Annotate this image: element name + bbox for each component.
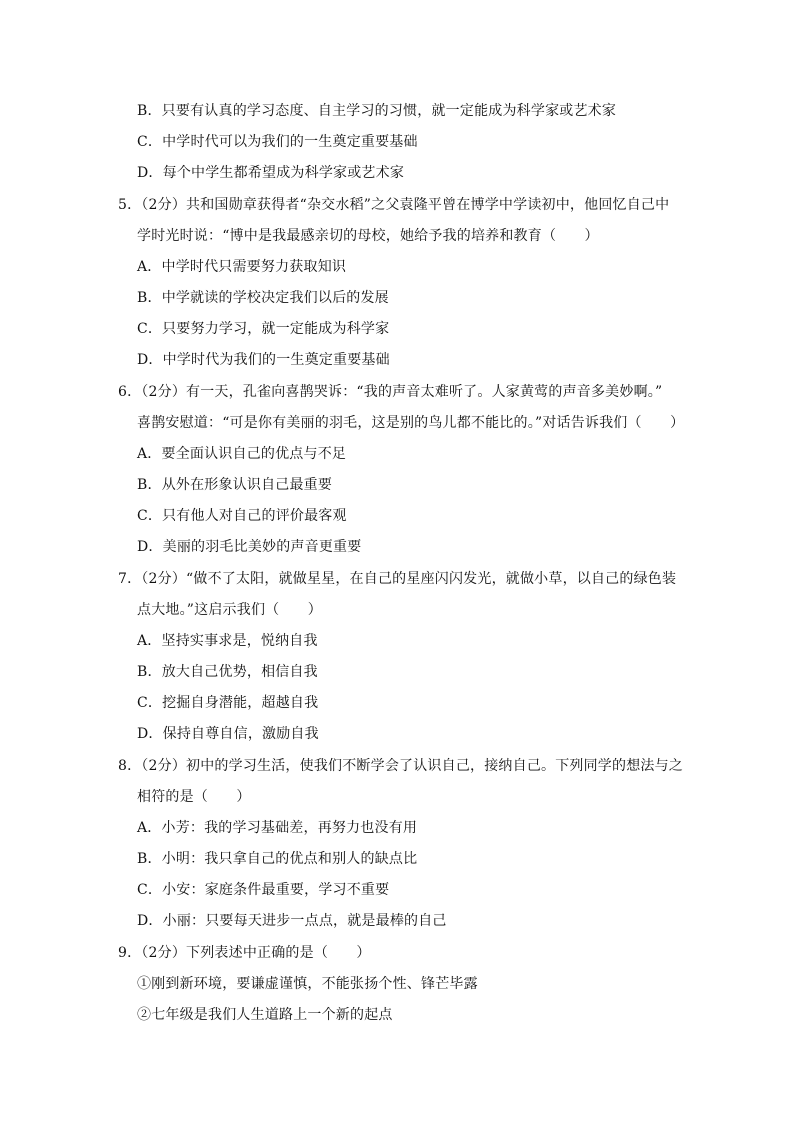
option-8b: B．小明：我只拿自己的优点和别人的缺点比 [137, 851, 418, 867]
option-4d: D．每个中学生都希望成为科学家或艺术家 [137, 165, 405, 181]
option-8d: D．小丽：只要每天进步一点点，就是最棒的自己 [137, 913, 447, 929]
option-8c: C．小安：家庭条件最重要，学习不重要 [137, 882, 390, 898]
question-6: 6．（2分）有一天，孔雀向喜鹊哭诉：“我的声音太难听了。人家黄莺的声音多美妙啊。” [118, 384, 663, 400]
option-4b: B．只要有认真的学习态度、自主学习的习惯，就一定能成为科学家或艺术家 [137, 103, 617, 119]
question-7: 7．（2分）“做不了太阳，就做星星，在自己的星座闪闪发光，就做小草，以自己的绿色装 [118, 571, 677, 587]
question-5-cont: 学时光时说：“博中是我最感亲切的母校，她给予我的培养和教育（ ） [137, 228, 599, 244]
question-6-cont: 喜鹊安慰道：“可是你有美丽的羽毛，这是别的鸟儿都不能比的。”对话告诉我们（ ） [137, 415, 685, 431]
option-5a: A．中学时代只需要努力获取知识 [137, 259, 347, 275]
option-6a: A．要全面认识自己的优点与不足 [137, 446, 347, 462]
statement-9-1: ①刚到新环境，要谦虚谨慎，不能张扬个性、锋芒毕露 [137, 976, 478, 992]
option-7d: D．保持自尊自信，激励自我 [137, 726, 319, 742]
option-5d: D．中学时代为我们的一生奠定重要基础 [137, 352, 390, 368]
option-6d: D．美丽的羽毛比美妙的声音更重要 [137, 539, 362, 555]
question-8: 8．（2分）初中的学习生活，使我们不断学会了认识自己，接纳自己。下列同学的想法与之 [118, 758, 684, 774]
question-8-cont: 相符的是（ ） [137, 789, 251, 805]
statement-9-2: ②七年级是我们人生道路上一个新的起点 [137, 1007, 393, 1023]
option-7a: A．坚持实事求是，悦纳自我 [137, 633, 318, 649]
option-7c: C．挖掘自身潜能，超越自我 [137, 695, 319, 711]
option-8a: A．小芳：我的学习基础差，再努力也没有用 [137, 820, 418, 836]
question-7-cont: 点大地。”这启示我们（ ） [137, 602, 322, 618]
option-4c: C．中学时代可以为我们的一生奠定重要基础 [137, 134, 418, 150]
option-5b: B．中学就读的学校决定我们以后的发展 [137, 290, 389, 306]
option-5c: C．只要努力学习，就一定能成为科学家 [137, 321, 390, 337]
option-6c: C．只有他人对自己的评价最客观 [137, 508, 347, 524]
option-7b: B．放大自己优势，相信自我 [137, 664, 318, 680]
question-5: 5．（2分）共和国勋章获得者“杂交水稻”之父袁隆平曾在博学中学读初中，他回忆自己中 [118, 197, 670, 213]
question-9: 9．（2分）下列表述中正确的是（ ） [118, 945, 371, 961]
option-6b: B．从外在形象认识自己最重要 [137, 477, 333, 493]
